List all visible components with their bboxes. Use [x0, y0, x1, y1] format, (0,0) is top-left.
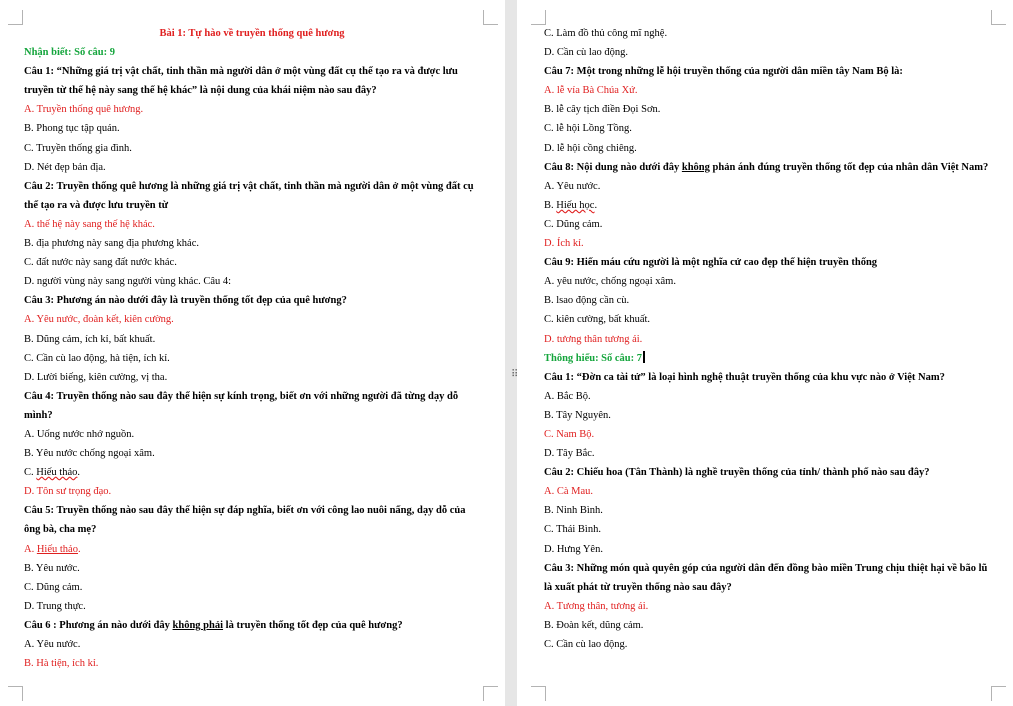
answer-option: A. Uống nước nhớ nguồn. [24, 428, 135, 440]
question-text: Câu 6 : Phương án nào dưới đây không phải là truyền thống tốt đẹp của quê hương? [24, 619, 403, 631]
question-text: Câu 3: Phương án nào dưới đây là truyền thống tốt đẹp của quê hương? [24, 295, 347, 307]
answer-option: D. Lười biếng, kiên cường, vị tha. [24, 371, 168, 383]
page-corner-mark [531, 686, 546, 701]
page-gutter [505, 0, 520, 706]
answer-option: C. lễ hội Lồng Tồng. [544, 123, 632, 135]
answer-option: B. Đoàn kết, dũng cảm. [544, 619, 644, 631]
answer-option: D. Nét đẹp bản địa. [24, 161, 106, 173]
answer-option: A. Yêu nước. [24, 639, 81, 650]
answer-option: B. địa phương này sang địa phương khác. [24, 238, 199, 250]
answer-option: A. lễ vía Bà Chúa Xứ. [544, 85, 638, 97]
answer-option: B. Hà tiện, ích kỉ. [24, 658, 99, 670]
question-text: Câu 5: Truyền thống nào sau đây thể hiện sự đáp nghĩa, biết ơn với công lao nuôi nấng, dạy dỗ của ông bà, cha mẹ? [24, 505, 466, 536]
question-text: Câu 8: Nội dung nào dưới đây không phản ánh đúng truyền thống tốt đẹp của nhân dân Việt Nam? [544, 161, 989, 173]
answer-option: A. Cà Mau. [544, 486, 593, 498]
answer-option: C. Dũng cảm. [24, 581, 83, 593]
question-text: Câu 9: Hiến máu cứu người là một nghĩa cử cao đẹp thể hiện truyền thống [544, 257, 878, 269]
text-cursor [643, 351, 645, 363]
answer-option: C. Cần cù lao động, hà tiện, ích kỉ. [24, 352, 170, 364]
answer-option: C. Hiếu thảo. [24, 467, 81, 479]
answer-option: D. Ích kỉ. [544, 238, 584, 250]
drag-handle-icon[interactable]: ⠿ [511, 369, 520, 380]
answer-option: C. Dũng cảm. [544, 218, 603, 230]
document-page-right[interactable] [517, 0, 1013, 706]
answer-option: A. Yêu nước. [544, 180, 601, 192]
answer-option: D. lễ hội cồng chiêng. [544, 142, 637, 154]
answer-option: B. lsao động cần cù. [544, 295, 630, 307]
page-corner-mark [8, 10, 23, 25]
page-corner-mark [531, 10, 546, 25]
spellcheck-marked-word: Hiếu thảo [36, 467, 78, 479]
underlined-word: không [681, 161, 710, 173]
answer-option: D. Trung thực. [24, 600, 86, 612]
answer-option: C. kiên cường, bất khuất. [544, 314, 651, 326]
question-text: Câu 2: Truyền thống quê hương là những giá trị vật chất, tinh thần mà người dân ở một vùng đất cụ thể tạo ra và được lưu truyền từ [24, 180, 474, 211]
answer-option: B. Ninh Bình. [544, 505, 603, 517]
spellcheck-marked-word: Hiếu học [556, 199, 595, 211]
answer-option: A. yêu nước, chống ngoại xâm. [544, 276, 676, 288]
lesson-title: Bài 1: Tự hào về truyền thống quê hương [159, 28, 345, 39]
answer-option: D. tương thân tương ái. [544, 333, 643, 345]
answer-option: C. Truyền thống gia đình. [24, 142, 132, 154]
page-corner-mark [991, 10, 1006, 25]
answer-option: D. Cần cù lao động. [544, 47, 628, 59]
answer-option: B. Hiếu học. [544, 199, 598, 211]
page-corner-mark [8, 686, 23, 701]
section-heading: Nhận biết: Số câu: 9 [24, 47, 116, 59]
answer-option: A. Yêu nước, đoàn kết, kiên cường. [24, 314, 174, 326]
answer-option: A. Tương thân, tương ái. [544, 600, 649, 612]
page-corner-mark [483, 10, 498, 25]
question-text: Câu 4: Truyền thống nào sau đây thể hiện sự kính trọng, biết ơn với những người đã từng dạy dỗ mình? [24, 390, 459, 421]
section-heading: Thông hiểu: Số câu: 7 [544, 349, 992, 368]
answer-option: C. đất nước này sang đất nước khác. [24, 257, 177, 269]
answer-option: C. Cần cù lao động. [544, 639, 628, 650]
page-text-left[interactable] [24, 24, 480, 673]
underlined-word: không phải [172, 619, 224, 631]
answer-option: C. Làm đồ thủ công mĩ nghệ. [544, 28, 668, 39]
question-text: Câu 2: Chiếu hoa (Tân Thành) là nghề truyền thống của tỉnh/ thành phố nào sau đây? [544, 467, 930, 479]
page-corner-mark [483, 686, 498, 701]
question-text: Câu 3: Những món quà quyên góp của người dân đến đồng bào miền Trung chịu thiệt hại về bão lũ là xuất phát từ truyền thống nào sau đây? [544, 562, 988, 593]
underlined-word: Hiếu thảo [36, 543, 78, 555]
answer-option: B. Dũng cảm, ích kỉ, bất khuất. [24, 333, 156, 345]
question-text: Câu 1: “Đờn ca tài tử” là loại hình nghệ thuật truyền thống của khu vực nào ở Việt Nam? [544, 371, 945, 383]
page-corner-mark [991, 686, 1006, 701]
answer-option: B. Phong tục tập quán. [24, 123, 120, 135]
question-text: Câu 1: “Những giá trị vật chất, tinh thần mà người dân ở một vùng đất cụ thể tạo ra và được lưu truyền từ thế hệ này sang thế hệ khác” là nội dung của khái niệm nào sau đây? [24, 66, 458, 97]
answer-option: A. Truyền thống quê hương. [24, 104, 144, 116]
page-text-right[interactable] [544, 24, 992, 654]
answer-option: D. Tây Bắc. [544, 448, 595, 460]
document-page-left[interactable] [0, 0, 505, 706]
question-text: Câu 7: Một trong những lễ hội truyền thống của người dân miền tây Nam Bộ là: [544, 66, 903, 78]
answer-option: B. lễ cây tịch điền Đọi Sơn. [544, 104, 661, 116]
answer-option: B. Yêu nước chống ngoại xâm. [24, 448, 155, 460]
answer-option: A. thế hệ này sang thế hệ khác. [24, 218, 155, 230]
answer-option: D. người vùng này sang người vùng khác. Câu 4: [24, 276, 232, 288]
answer-option: B. Yêu nước. [24, 562, 80, 574]
answer-option: D. Tôn sư trọng đạo. [24, 486, 112, 498]
answer-option: C. Nam Bộ. [544, 428, 595, 440]
answer-option: B. Tây Nguyên. [544, 409, 611, 421]
answer-option: A. Bắc Bộ. [544, 390, 591, 402]
answer-option: A. Hiếu thảo. [24, 543, 81, 555]
answer-option: D. Hưng Yên. [544, 543, 603, 555]
answer-option: C. Thái Bình. [544, 524, 601, 536]
